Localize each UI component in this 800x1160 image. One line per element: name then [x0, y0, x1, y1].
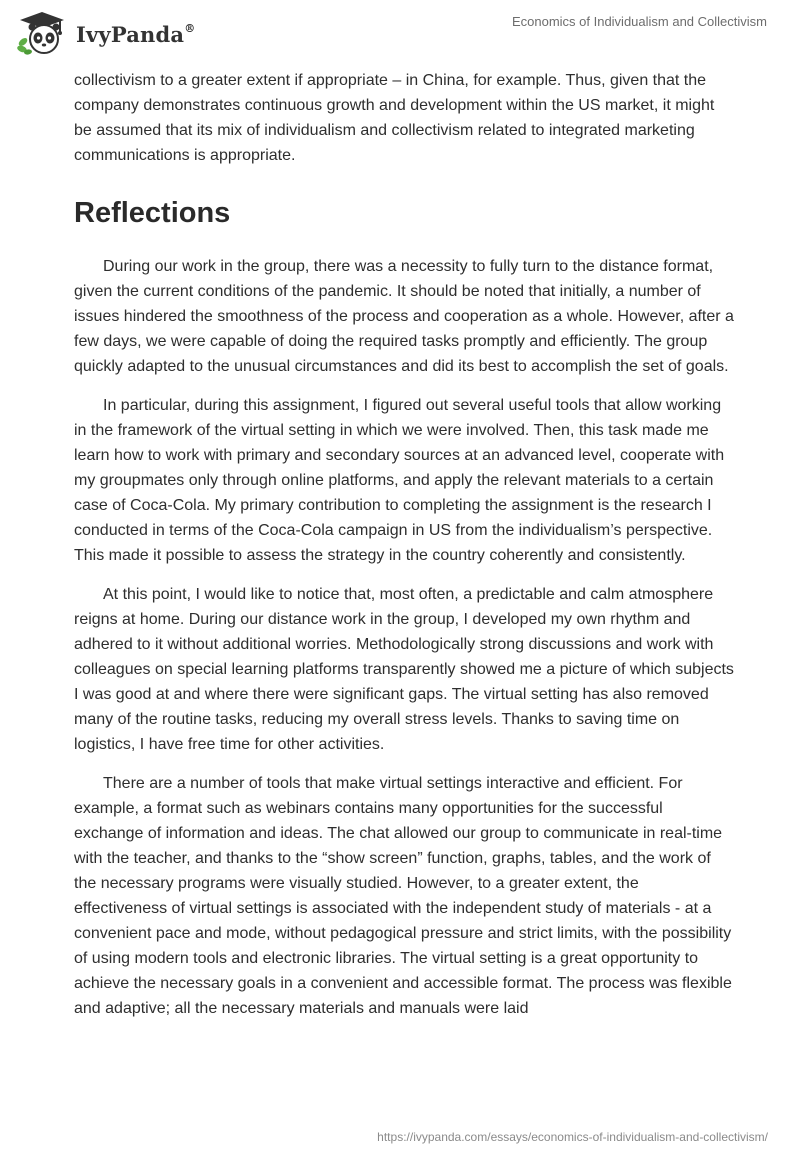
paragraph: At this point, I would like to notice that, most often, a predictable and calm atmosphere reigns at home. During our distance work in the group, I developed my own rhythm and adhered to it without additional worries. Methodologically strong discussions and work with colleagues on special learning platforms transparently showed me a picture of which subjects I was good at and where there were significant gaps. The virtual setting has also removed many of the routine tasks, reducing my overall stress levels. Thanks to saving time on logistics, I have free time for other activities. [74, 586, 734, 753]
page-header [0, 0, 800, 64]
paragraph: There are a number of tools that make virtual settings interactive and efficient. For example, a format such as webinars contains many opportunities for the successful exchange of information and ideas. The chat allowed our group to communicate in real-time with the teacher, and thanks to the “show screen” function, graphs, tables, and the work of the necessary programs were visually studied. However, to a greater extent, the effectiveness of virtual settings is associated with the independent study of materials - at a convenient pace and mode, without pedagogical pressure and strict limits, with the possibility of using modern tools and electronic libraries. The virtual setting is a great opportunity to achieve the necessary goals in a convenient and accessible format. The process was flexible and adaptive; all the necessary materials and manuals were laid [74, 775, 732, 1017]
ivypanda-logo[interactable] [16, 10, 195, 56]
paragraph: During our work in the group, there was a necessity to fully turn to the distance format, given the current conditions of the pandemic. It should be noted that initially, a number of issues hindered the smoothness of the process and cooperation as a whole. However, after a few days, we were capable of doing the required tasks promptly and efficiently. The group quickly adapted to the unusual circumstances and did its best to accomplish the set of goals. [74, 258, 734, 375]
brand-name: IvyPanda® [76, 21, 196, 47]
intro-paragraph: collectivism to a greater extent if appropriate – in China, for example. Thus, given that the company demonstrates continuous growth and development within the US market, it might be assumed that its mix of individualism and collectivism related to integrated marketing communications is appropriate. [74, 72, 715, 164]
source-url-link[interactable]: https://ivypanda.com/essays/economics-of-individualism-and-collectivism/ [377, 1130, 768, 1144]
essay-content [74, 68, 734, 1021]
section-heading: Reflections [74, 197, 231, 229]
document-title: Economics of Individualism and Collectivism [511, 14, 767, 29]
panda-graduate-icon [16, 10, 68, 56]
paragraph: In particular, during this assignment, I figured out several useful tools that allow working in the framework of the virtual setting in which we were involved. Then, this task made me learn how to work with primary and secondary sources at an advanced level, cooperate with my groupmates only through online platforms, and apply the relevant materials to a certain case of Coca-Cola. My primary contribution to completing the assignment is the research I conducted in terms of the Coca-Cola campaign in US from the individualism’s perspective. This made it possible to assess the strategy in the country coherently and consistently. [74, 397, 725, 564]
